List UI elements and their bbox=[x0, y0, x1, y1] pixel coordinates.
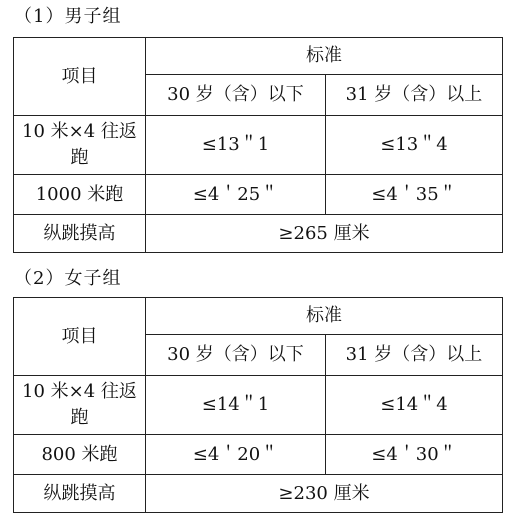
age-under-header: 30 岁（含）以下 bbox=[146, 75, 326, 116]
jump-reach-value: ≥265 厘米 bbox=[146, 215, 503, 253]
standard-header: 标准 bbox=[146, 298, 503, 335]
age-over-header: 31 岁（含）以上 bbox=[326, 75, 503, 116]
table-row bbox=[14, 116, 503, 175]
standard-header: 标准 bbox=[146, 38, 503, 75]
distance-run-under: ≤4＇25＂ bbox=[146, 175, 326, 215]
male-group-title: （1）男子组 bbox=[14, 6, 122, 27]
shuttle-run-item: 10 米×4 往返跑 bbox=[14, 116, 146, 175]
shuttle-run-over: ≤14＂4 bbox=[326, 376, 503, 435]
table-row bbox=[14, 376, 503, 435]
age-over-header: 31 岁（含）以上 bbox=[326, 335, 503, 376]
shuttle-run-under: ≤14＂1 bbox=[146, 376, 326, 435]
jump-reach-item: 纵跳摸高 bbox=[14, 215, 146, 253]
female-standards-table bbox=[13, 297, 503, 513]
table-row bbox=[14, 215, 503, 253]
table-header-row bbox=[14, 38, 503, 75]
table-row bbox=[14, 475, 503, 513]
age-under-header: 30 岁（含）以下 bbox=[146, 335, 326, 376]
shuttle-run-over: ≤13＂4 bbox=[326, 116, 503, 175]
table-row bbox=[14, 175, 503, 215]
male-standards-table bbox=[13, 37, 503, 253]
table-row bbox=[14, 435, 503, 475]
distance-run-item: 800 米跑 bbox=[14, 435, 146, 475]
distance-run-item: 1000 米跑 bbox=[14, 175, 146, 215]
jump-reach-value: ≥230 厘米 bbox=[146, 475, 503, 513]
distance-run-under: ≤4＇20＂ bbox=[146, 435, 326, 475]
item-header: 项目 bbox=[14, 38, 146, 116]
table-header-row bbox=[14, 298, 503, 335]
distance-run-over: ≤4＇35＂ bbox=[326, 175, 503, 215]
shuttle-run-under: ≤13＂1 bbox=[146, 116, 326, 175]
item-header: 项目 bbox=[14, 298, 146, 376]
female-group-title: （2）女子组 bbox=[14, 268, 122, 289]
jump-reach-item: 纵跳摸高 bbox=[14, 475, 146, 513]
distance-run-over: ≤4＇30＂ bbox=[326, 435, 503, 475]
shuttle-run-item: 10 米×4 往返跑 bbox=[14, 376, 146, 435]
